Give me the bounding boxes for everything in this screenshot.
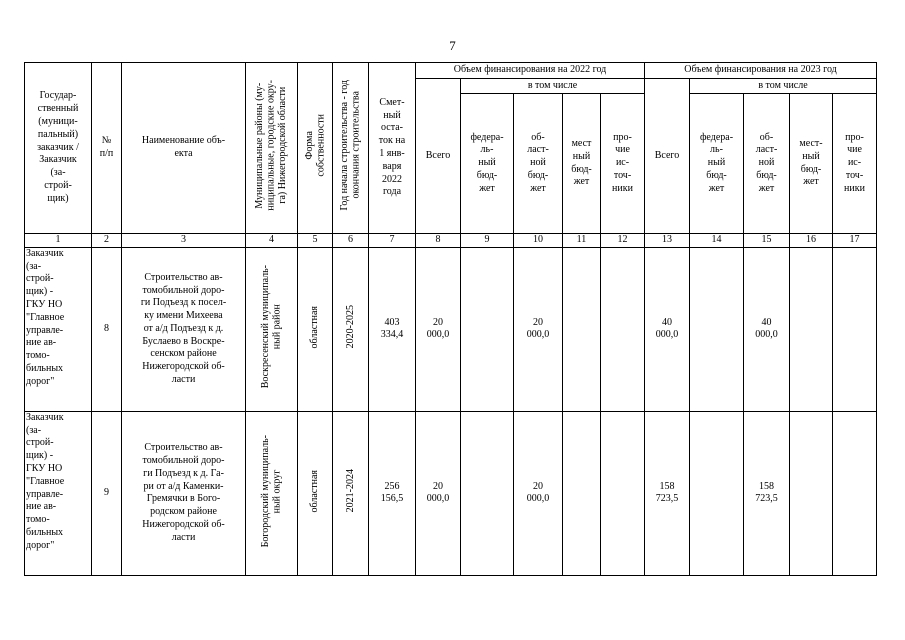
col-number: 10: [514, 234, 563, 248]
header-regional-2023: об- ласт- ной бюд- жет: [744, 94, 790, 234]
header-incl-2022: в том числе: [461, 79, 645, 94]
row-customer: Заказчик (за- строй- щик) - ГКУ НО "Главное управле- ние ав- томо- бильных дорог": [25, 247, 92, 411]
header-years: Год начала строительства - год окончания строительства: [333, 63, 369, 234]
header-num: № п/п: [92, 63, 122, 234]
row-local-2022: [563, 247, 601, 411]
row-other-2023: [833, 411, 877, 575]
row-federal-2022: [461, 247, 514, 411]
header-local-2023: мест- ный бюд- жет: [790, 94, 833, 234]
row-local-2023: [790, 247, 833, 411]
col-number: 14: [690, 234, 744, 248]
col-number: 3: [122, 234, 246, 248]
row-district: Богородский муниципаль- ный округ: [246, 411, 298, 575]
row-federal-2023: [690, 411, 744, 575]
col-number: 11: [563, 234, 601, 248]
financing-table: [24, 62, 877, 576]
header-row-1: [25, 63, 877, 79]
row-num: 8: [92, 247, 122, 411]
row-estimate: 256 156,5: [369, 411, 416, 575]
col-number: 12: [601, 234, 645, 248]
table-row: [25, 247, 877, 411]
row-other-2022: [601, 247, 645, 411]
row-district: Воскресенский муниципаль- ный район: [246, 247, 298, 411]
header-estimate: Смет- ный оста- ток на 1 янв- варя 2022 года: [369, 63, 416, 234]
header-customer: Государ- ственный (муници- пальный) заказчик / Заказчик (за- строй- щик): [25, 63, 92, 234]
row-num: 9: [92, 411, 122, 575]
row-regional-2023: 158 723,5: [744, 411, 790, 575]
row-regional-2023: 40 000,0: [744, 247, 790, 411]
col-number: 8: [416, 234, 461, 248]
row-local-2023: [790, 411, 833, 575]
row-local-2022: [563, 411, 601, 575]
header-fin-2022: Объем финансирования на 2022 год: [416, 63, 645, 79]
col-number: 9: [461, 234, 514, 248]
row-total-2022: 20 000,0: [416, 247, 461, 411]
col-number: 17: [833, 234, 877, 248]
row-regional-2022: 20 000,0: [514, 247, 563, 411]
row-total-2023: 40 000,0: [645, 247, 690, 411]
col-number: 2: [92, 234, 122, 248]
header-federal-2022: федера- ль- ный бюд- жет: [461, 94, 514, 234]
row-object: Строительство ав- томобильной доро- ги Подъезд к посел- ку имени Михеева от а/д Подъезд к д. Буслаево в Воскре- сенском районе Нижегородской об- ласти: [122, 247, 246, 411]
col-number: 5: [298, 234, 333, 248]
header-local-2022: мест ный бюд- жет: [563, 94, 601, 234]
row-years: 2020-2025: [333, 247, 369, 411]
header-other-2022: про- чие ис- точ- ники: [601, 94, 645, 234]
col-number: 16: [790, 234, 833, 248]
col-number: 4: [246, 234, 298, 248]
column-numbers-row: [25, 234, 877, 248]
row-federal-2022: [461, 411, 514, 575]
row-ownership: областная: [298, 247, 333, 411]
col-number: 1: [25, 234, 92, 248]
row-object: Строительство ав- томобильной доро- ги Подъезд к д. Га- ри от а/д Каменки- Гремячки в Бого- родском районе Нижегородской об- ласти: [122, 411, 246, 575]
row-total-2022: 20 000,0: [416, 411, 461, 575]
table-row: [25, 411, 877, 575]
header-federal-2023: федера- ль- ный бюд- жет: [690, 94, 744, 234]
row-other-2023: [833, 247, 877, 411]
row-ownership: областная: [298, 411, 333, 575]
col-number: 6: [333, 234, 369, 248]
row-regional-2022: 20 000,0: [514, 411, 563, 575]
header-incl-2023: в том числе: [690, 79, 877, 94]
header-total-2022: Всего: [416, 79, 461, 234]
page-number: 7: [449, 38, 456, 53]
col-number: 7: [369, 234, 416, 248]
row-federal-2023: [690, 247, 744, 411]
col-number: 15: [744, 234, 790, 248]
row-estimate: 403 334,4: [369, 247, 416, 411]
header-ownership: Форма собственности: [298, 63, 333, 234]
header-regional-2022: об- ласт- ной бюд- жет: [514, 94, 563, 234]
row-other-2022: [601, 411, 645, 575]
row-years: 2021-2024: [333, 411, 369, 575]
row-total-2023: 158 723,5: [645, 411, 690, 575]
col-number: 13: [645, 234, 690, 248]
header-object-name: Наименование объ- екта: [122, 63, 246, 234]
header-districts: Муниципальные районы (му- ниципальные, городские окру- га) Нижегородской области: [246, 63, 298, 234]
row-customer: Заказчик (за- строй- щик) - ГКУ НО "Главное управле- ние ав- томо- бильных дорог": [25, 411, 92, 575]
header-other-2023: про- чие ис- точ- ники: [833, 94, 877, 234]
header-total-2023: Всего: [645, 79, 690, 234]
header-fin-2023: Объем финансирования на 2023 год: [645, 63, 877, 79]
